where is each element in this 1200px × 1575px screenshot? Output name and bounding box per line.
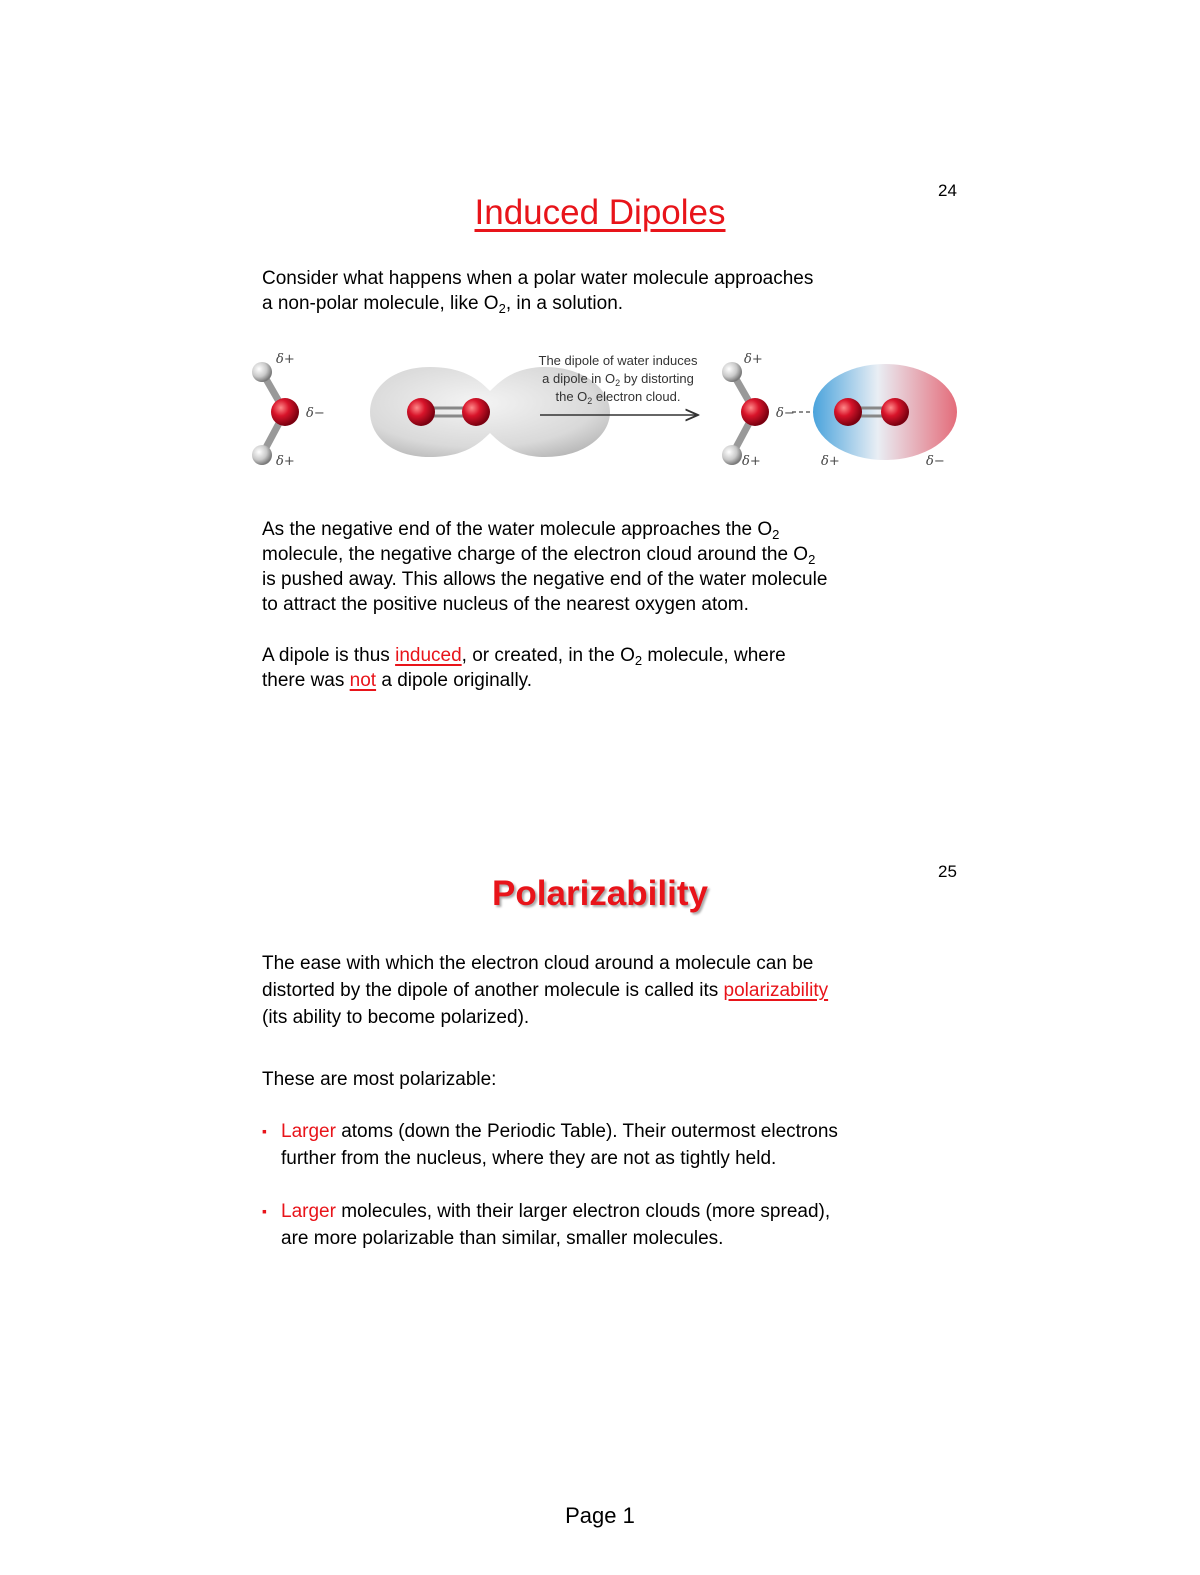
oxygen-atom (881, 398, 909, 426)
delta-plus-label: δ+ (744, 352, 763, 367)
explanation-line-3: is pushed away. This allows the negative end of the water molecule (262, 569, 828, 590)
slide-number-25: 25 (938, 862, 957, 881)
slide-number-24: 24 (938, 181, 957, 200)
definition-line-1: The ease with which the electron cloud around a molecule can be (262, 953, 814, 974)
list-item: ▪ Larger molecules, with their larger electron clouds (more spread), are more polarizable than similar, smaller molecules. (262, 1201, 831, 1249)
page-title-induced-dipoles: Induced Dipoles (474, 193, 726, 232)
induced-dipole-figure (240, 345, 960, 475)
emphasis-larger: Larger (281, 1121, 336, 1142)
delta-plus-label: δ+ (276, 352, 295, 367)
bullet-icon: ▪ (262, 1203, 267, 1219)
hydrogen-atom (252, 445, 272, 465)
delta-minus-label: δ− (776, 406, 795, 421)
caption-line-1: The dipole of water induces (538, 353, 698, 368)
hydrogen-atom (722, 362, 742, 382)
definition-paragraph (262, 951, 828, 1030)
oxygen-atom (407, 398, 435, 426)
conclusion-line-2: there was not a dipole originally. (262, 670, 533, 691)
bullet-list (262, 1119, 838, 1251)
emphasis-larger: Larger (281, 1201, 336, 1222)
definition-line-2: distorted by the dipole of another molecule is called its polarizability (262, 980, 829, 1001)
page-footer: Page 1 (565, 1503, 635, 1528)
caption-line-3: the $O_2$ electron cloud. (555, 389, 681, 406)
oxygen-atom (741, 398, 769, 426)
caption-line-2: a dipole in $O_2$ by distorting (542, 371, 694, 388)
page-title-polarizability: Polarizability (492, 874, 708, 913)
delta-plus-label: δ+ (742, 454, 761, 469)
list-intro: These are most polarizable: (262, 1069, 497, 1090)
explanation-paragraph (262, 517, 827, 617)
oxygen-atom (271, 398, 299, 426)
o2-molecule-polarized (813, 364, 957, 469)
water-molecule-right (722, 352, 815, 469)
intro-line-1: Consider what happens when a polar water molecule approaches (262, 268, 814, 289)
intro-paragraph (262, 266, 813, 316)
conclusion-paragraph (262, 643, 786, 693)
conclusion-line-1: A dipole is thus induced, or created, in the $O_2$ molecule, where (262, 645, 786, 668)
definition-line-3: (its ability to become polarized). (262, 1007, 530, 1028)
water-molecule-left (252, 352, 325, 469)
delta-minus-label: δ− (926, 454, 945, 469)
hydrogen-atom (722, 445, 742, 465)
hydrogen-atom (252, 362, 272, 382)
explanation-line-4: to attract the positive nucleus of the nearest oxygen atom. (262, 594, 749, 615)
oxygen-atom (834, 398, 862, 426)
intro-line-2: a non-polar molecule, like $O_2$, in a solution. (262, 293, 624, 316)
explanation-line-2: molecule, the negative charge of the electron cloud around the $O_2$ (262, 544, 816, 567)
delta-plus-label: δ+ (276, 454, 295, 469)
explanation-line-1: As the negative end of the water molecule approaches the $O_2$ (262, 519, 780, 542)
list-item: ▪ Larger atoms (down the Periodic Table). Their outermost electrons further from the nucleus, where they are not as tightly held. (262, 1121, 838, 1169)
emphasis-not: not (349, 670, 377, 691)
oxygen-atom (462, 398, 490, 426)
delta-minus-label: δ− (306, 406, 325, 421)
emphasis-polarizability: polarizability (723, 980, 829, 1001)
emphasis-induced: induced (395, 645, 462, 666)
delta-plus-label: δ+ (821, 454, 840, 469)
bullet-icon: ▪ (262, 1123, 267, 1139)
